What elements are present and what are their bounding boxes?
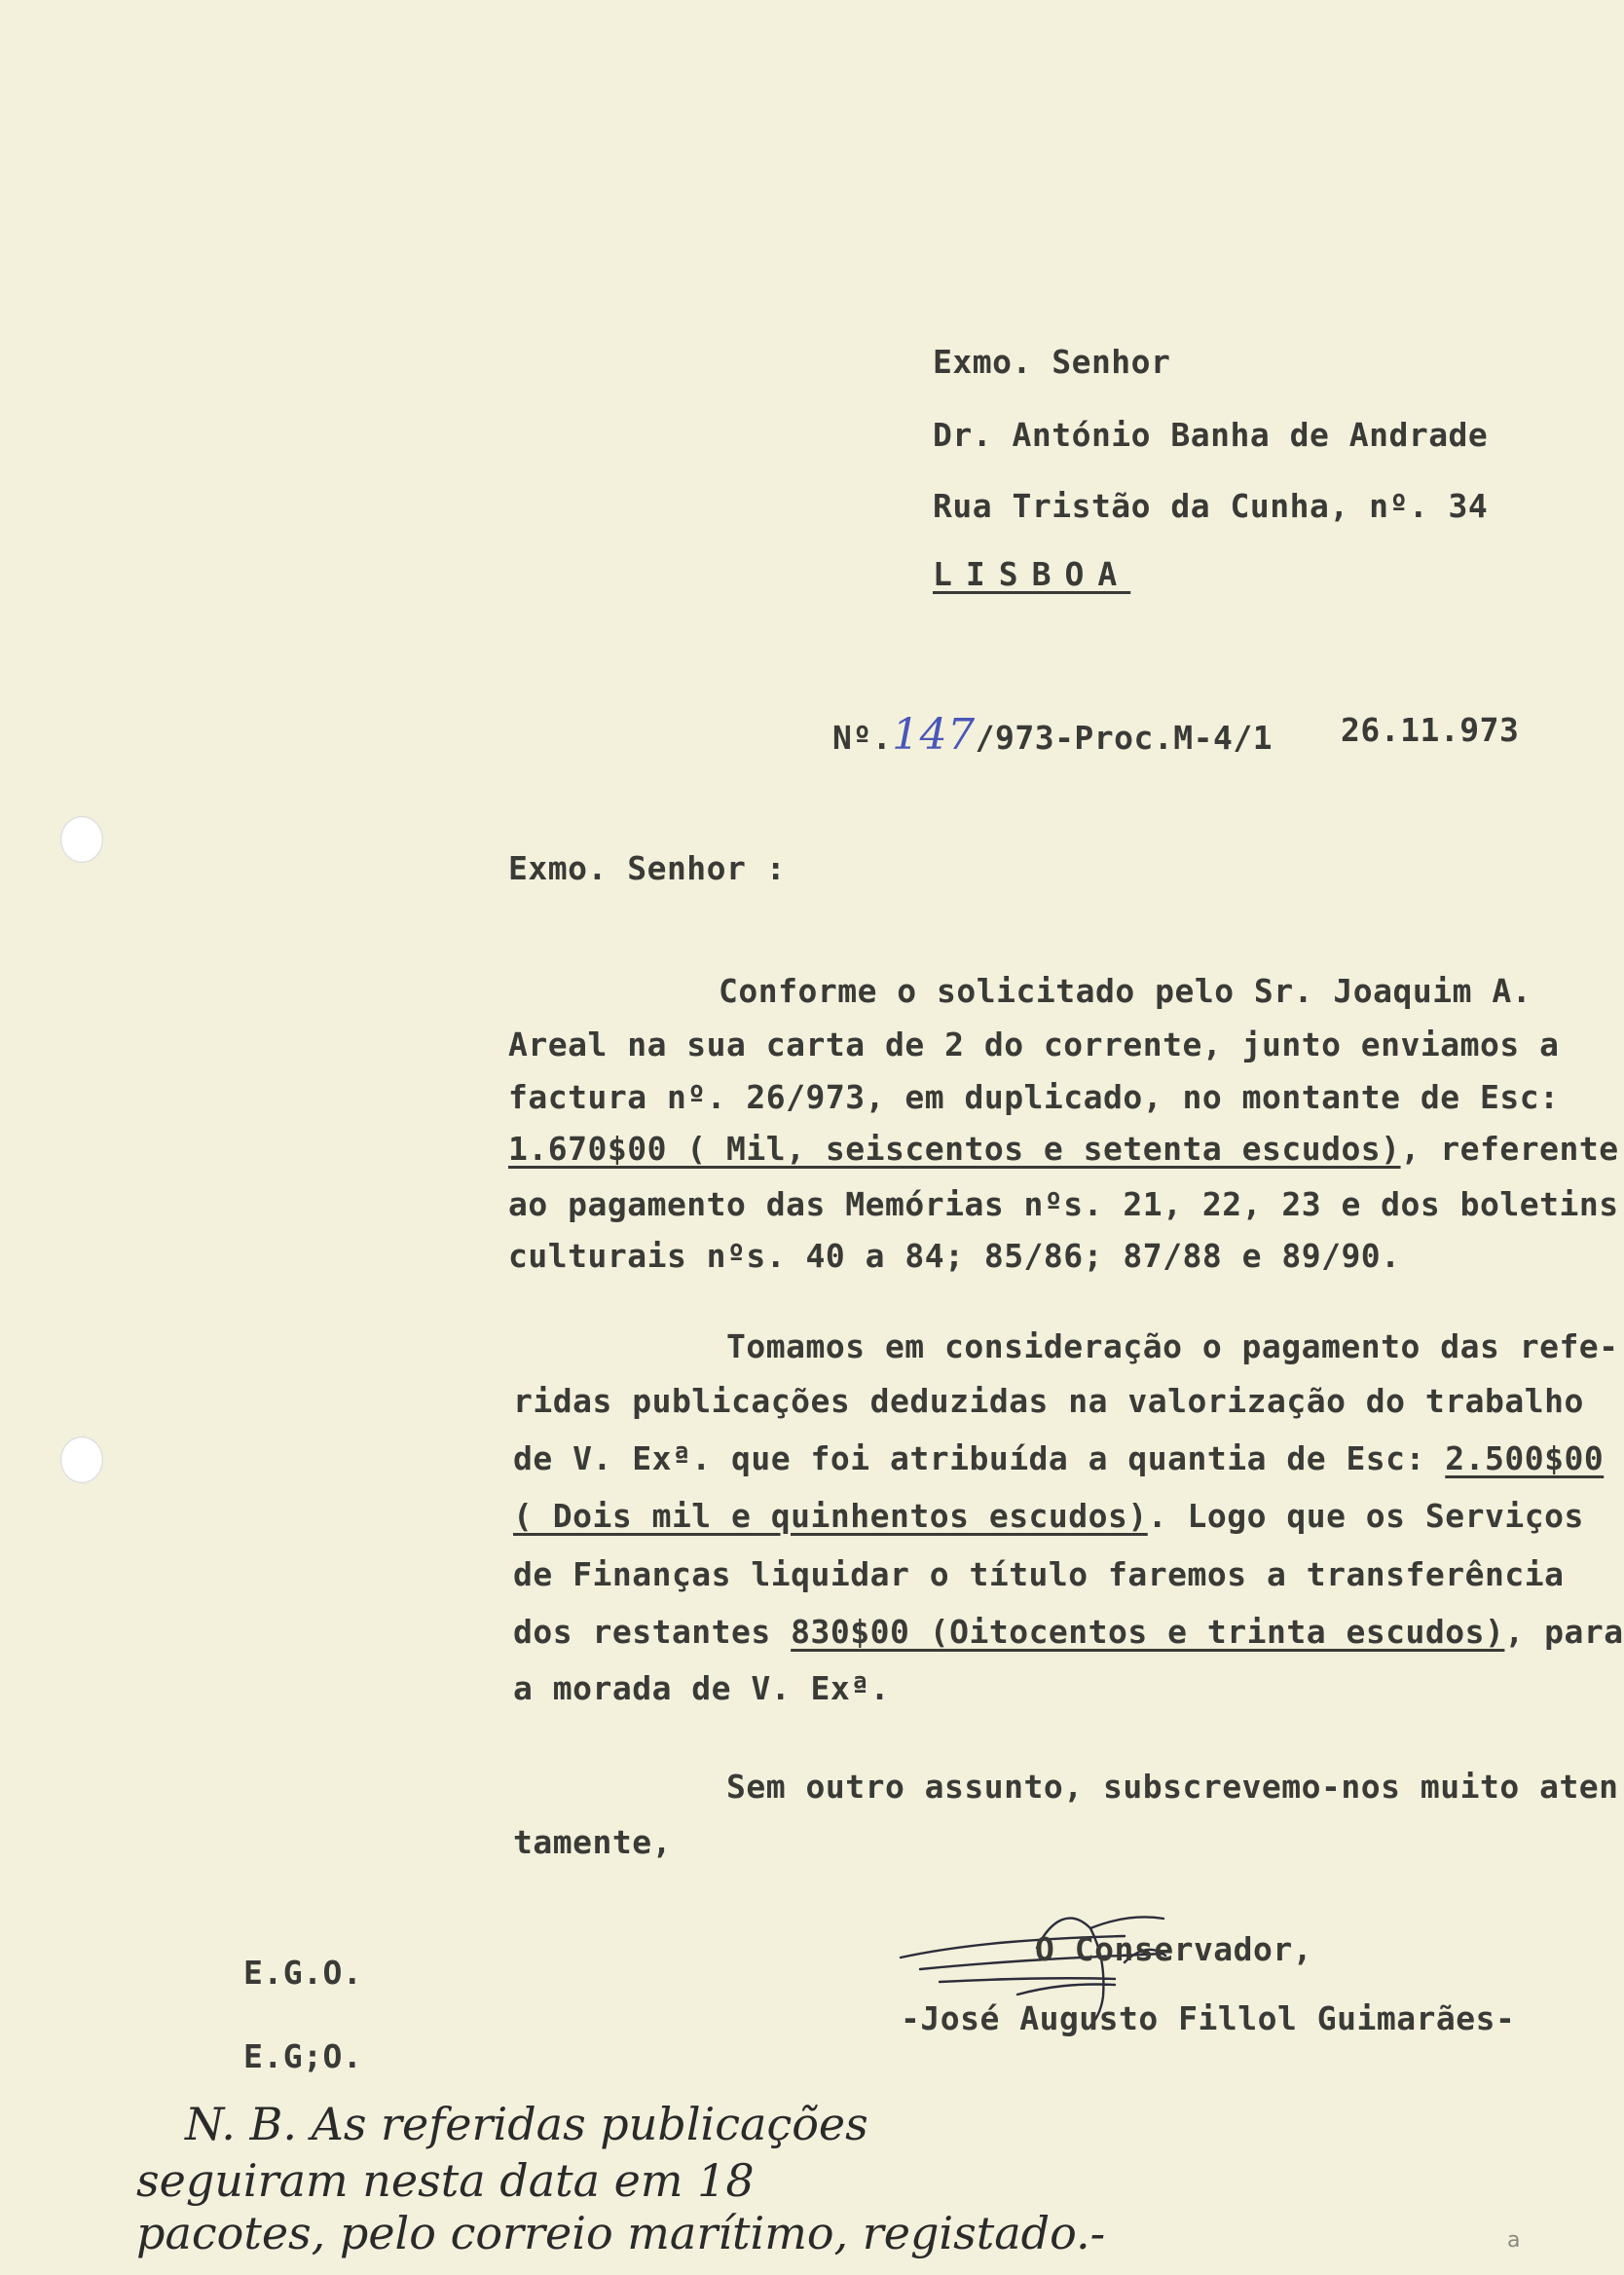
body-line: 1.670$00 ( Mil, seiscentos e setenta escudos), referente (508, 1130, 1619, 1168)
amount-underlined: ( Dois mil e quinhentos escudos) (513, 1497, 1148, 1535)
body-line: ao pagamento das Memórias nºs. 21, 22, 23 e dos boletins (508, 1185, 1619, 1223)
punch-hole-top (60, 816, 103, 863)
address-name: Dr. António Banha de Andrade (933, 416, 1489, 454)
signature-title: O Conservador, (1035, 1930, 1313, 1968)
reference-prefix: Nº. (832, 719, 893, 757)
greeting: Exmo. Senhor : (508, 849, 787, 887)
address-city: LISBOA (933, 555, 1131, 593)
body-line: ridas publicações deduzidas na valorização do trabalho (513, 1382, 1584, 1420)
address-salutation: Exmo. Senhor (933, 343, 1171, 381)
handwritten-note-line: N. B. As referidas publicações (185, 2098, 868, 2150)
body-line: a morada de V. Exª. (513, 1669, 890, 1707)
body-line: Sem outro assunto, subscrevemo-nos muito aten (726, 1768, 1619, 1806)
punch-hole-bottom (60, 1436, 103, 1483)
page-mark: a (1507, 2228, 1521, 2253)
address-street: Rua Tristão da Cunha, nº. 34 (933, 487, 1489, 525)
body-line: Areal na sua carta de 2 do corrente, junto enviamos a (508, 1026, 1560, 1063)
body-line: de Finanças liquidar o título faremos a transferência (513, 1555, 1565, 1593)
copy-code-2: E.G;O. (243, 2037, 363, 2075)
reference-date: 26.11.973 (1341, 711, 1520, 749)
handwritten-note-line: pacotes, pelo correio marítimo, registado.- (136, 2207, 1106, 2259)
body-line: tamente, (513, 1823, 672, 1861)
reference-suffix: /973-Proc.M-4/1 (975, 719, 1273, 757)
amount-underlined: 1.670$00 ( Mil, seiscentos e setenta escudos) (508, 1130, 1401, 1168)
amount-underlined: 830$00 (Oitocentos e trinta escudos) (791, 1613, 1505, 1651)
body-line: de V. Exª. que foi atribuída a quantia de Esc: 2.500$00 (513, 1439, 1605, 1477)
body-line: Tomamos em consideração o pagamento das refe- (726, 1327, 1619, 1365)
reference-line (832, 710, 1273, 760)
body-line: ( Dois mil e quinhentos escudos). Logo que os Serviços (513, 1497, 1584, 1535)
copy-code-1: E.G.O. (243, 1954, 363, 1992)
amount-underlined: 2.500$00 (1445, 1439, 1605, 1477)
body-line: dos restantes 830$00 (Oitocentos e trinta escudos), para (513, 1613, 1624, 1651)
body-line: Conforme o solicitado pelo Sr. Joaquim A. (719, 972, 1532, 1010)
body-line: culturais nºs. 40 a 84; 85/86; 87/88 e 89/90. (508, 1237, 1401, 1275)
reference-handwritten-number: 147 (892, 710, 976, 760)
handwritten-note-line: seguiram nesta data em 18 (136, 2154, 755, 2207)
body-line: factura nº. 26/973, em duplicado, no montante de Esc: (508, 1078, 1560, 1116)
signature-name: -José Augusto Fillol Guimarães- (901, 1999, 1516, 2037)
